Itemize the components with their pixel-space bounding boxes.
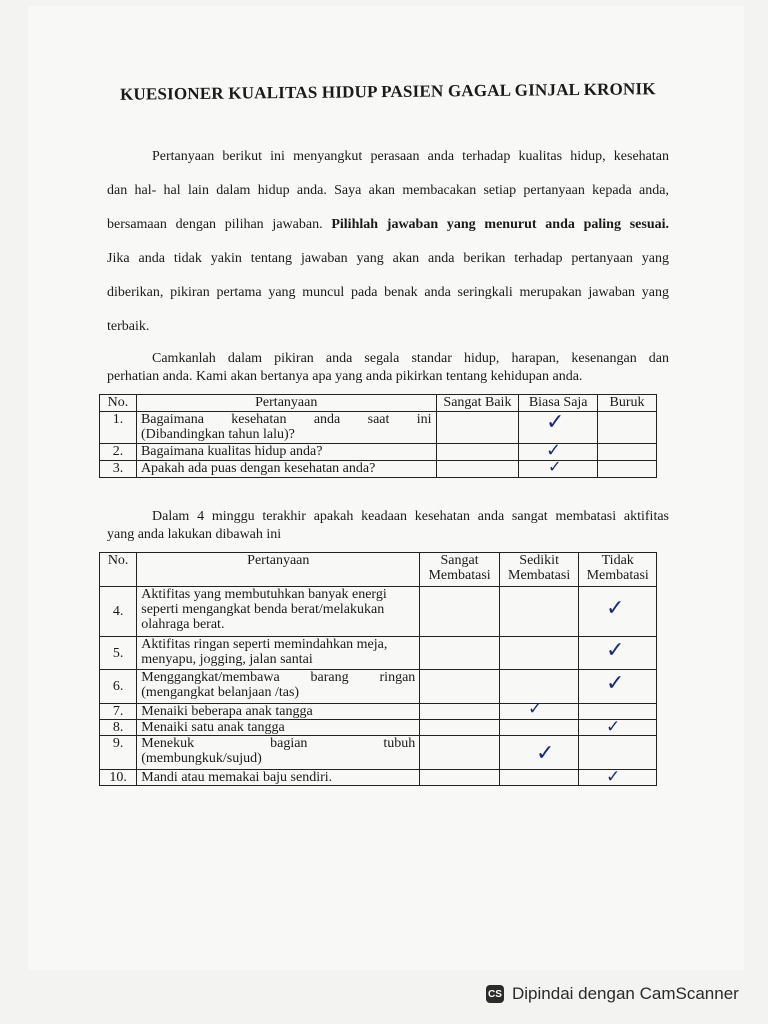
intro-line-3 [107,216,669,233]
section2-line-2: yang anda lakukan dibawah ini [107,527,282,542]
activity-table [99,552,657,786]
question-line: (mengangkat belanjaan /tas) [141,685,300,700]
row-number: 8. [100,720,137,736]
table-row [100,736,657,770]
row-number: 5. [100,637,137,670]
header-line: Membatasi [586,568,649,583]
intro-line-1: Pertanyaan berikut ini menyangkut perasaan anda terhadap kualitas hidup, kesehatan [152,149,669,164]
row-question [137,587,420,637]
cell-sangat-baik[interactable] [436,444,519,461]
question-line: Aktifitas ringan seperti memindahkan meja, [141,637,388,652]
question-line: Menggangkat/membawa barang ringan [141,670,416,685]
cell-sangat-membatasi[interactable] [420,720,500,736]
cell-buruk[interactable] [598,412,657,444]
header-line: Tidak [601,553,634,568]
intro-line-5: diberikan, pikiran pertama yang muncul pada benak anda seringkali merupakan jawaban yang [107,285,669,300]
header-biasa-saja: Biasa Saja [519,395,598,412]
cell-sedikit-membatasi[interactable] [499,587,579,637]
row-question: Menaiki satu anak tangga [137,720,420,736]
row-number: 9. [100,736,137,770]
check-mark-icon: ✓ [546,410,565,435]
row-number: 1. [100,412,137,444]
camscanner-watermark [486,984,739,1004]
question-line: (membungkuk/sujud) [141,751,262,766]
cell-sangat-membatasi[interactable] [420,637,500,670]
cell-tidak-membatasi[interactable] [579,736,657,770]
header-sangat-baik: Sangat Baik [436,395,519,412]
table-row [100,770,657,786]
header-question: Pertanyaan [137,553,420,587]
check-mark-icon: ✓ [546,440,562,461]
cell-sedikit-membatasi[interactable] [499,720,579,736]
row-number: 7. [100,704,137,720]
header-no: No. [100,395,137,412]
check-mark-icon: ✓ [528,699,543,719]
header-sedikit-membatasi [499,553,579,587]
cell-sangat-membatasi[interactable] [420,736,500,770]
cell-sedikit-membatasi[interactable] [499,637,579,670]
row-question [137,637,420,670]
table-row [100,704,657,720]
camkan-line-2: perhatian anda. Kami akan bertanya apa yang anda pikirkan tentang kehidupan anda. [107,369,583,384]
header-line: Membatasi [508,568,571,583]
check-mark-icon: ✓ [548,457,562,476]
question-line: Bagaimana kesehatan anda saat ini [140,412,432,427]
quality-table [99,394,657,478]
header-sangat-membatasi [420,553,500,587]
row-number: 3. [100,461,137,478]
header-question: Pertanyaan [136,395,436,412]
table-row [100,461,657,478]
header-line: Sedikit [519,553,559,568]
header-line: Membatasi [428,568,491,583]
row-question [136,412,436,444]
table-row [100,587,657,637]
camscanner-logo-icon: CS [486,985,504,1003]
camkan-line-1: Camkanlah dalam pikiran anda segala standar hidup, harapan, kesenangan dan [152,351,669,366]
header-line: Sangat [440,553,479,568]
cell-sangat-membatasi[interactable] [420,670,500,704]
row-question [137,670,420,704]
check-mark-icon: ✓ [606,638,625,663]
table-row [100,720,657,736]
cell-buruk[interactable] [598,461,657,478]
row-question: Menaiki beberapa anak tangga [137,704,420,720]
check-mark-icon: ✓ [606,767,621,787]
row-number: 2. [100,444,137,461]
cell-sedikit-membatasi[interactable] [499,770,579,786]
row-number: 6. [100,670,137,704]
header-tidak-membatasi [579,553,657,587]
question-line: seperti mengangkat benda berat/melakukan [141,602,385,617]
check-mark-icon: ✓ [606,671,625,696]
cell-sangat-membatasi[interactable] [420,587,500,637]
header-no: No. [100,553,137,587]
header-buruk: Buruk [598,395,657,412]
row-number: 4. [100,587,137,637]
table-row [100,412,657,444]
cell-buruk[interactable] [598,444,657,461]
camscanner-text: Dipindai dengan CamScanner [512,984,739,1003]
intro-line-3-text: bersamaan dengan pilihan jawaban. [107,217,323,232]
row-question: Bagaimana kualitas hidup anda? [136,444,436,461]
table-row [100,637,657,670]
section2-line-1: Dalam 4 minggu terakhir apakah keadaan kesehatan anda sangat membatasi aktifitas [152,509,669,524]
cell-sangat-baik[interactable] [436,412,519,444]
question-line: olahraga berat. [141,617,225,632]
intro-line-4: Jika anda tidak yakin tentang jawaban yang akan anda berikan terhadap pertanyaan yang [107,251,669,266]
cell-sangat-baik[interactable] [436,461,519,478]
row-question: Apakah ada puas dengan kesehatan anda? [136,461,436,478]
check-mark-icon: ✓ [606,717,621,737]
question-line: Menekuk bagian tubuh [141,736,416,751]
cell-sangat-membatasi[interactable] [420,770,500,786]
intro-line-6: terbaik. [107,319,150,334]
check-mark-icon: ✓ [606,596,625,621]
document-title: KUESIONER KUALITAS HIDUP PASIEN GAGAL GINJAL KRONIK [119,79,656,104]
quality-table-header [100,395,657,412]
question-line: menyapu, jogging, jalan santai [141,652,313,667]
activity-table-header [100,553,657,587]
intro-emphasis: Pilihlah jawaban yang menurut anda paling sesuai. [331,217,670,232]
row-question: Mandi atau memakai baju sendiri. [137,770,420,786]
check-mark-icon: ✓ [536,741,555,766]
cell-sangat-membatasi[interactable] [420,704,500,720]
question-line: (Dibandingkan tahun lalu)? [140,427,295,442]
table-row [100,670,657,704]
table-row [100,444,657,461]
question-line: Aktifitas yang membutuhkan banyak energi [141,587,387,602]
row-question [137,736,420,770]
row-number: 10. [100,770,137,786]
intro-line-2: dan hal- hal lain dalam hidup anda. Saya akan membacakan setiap pertanyaan kepada anda, [107,183,669,198]
